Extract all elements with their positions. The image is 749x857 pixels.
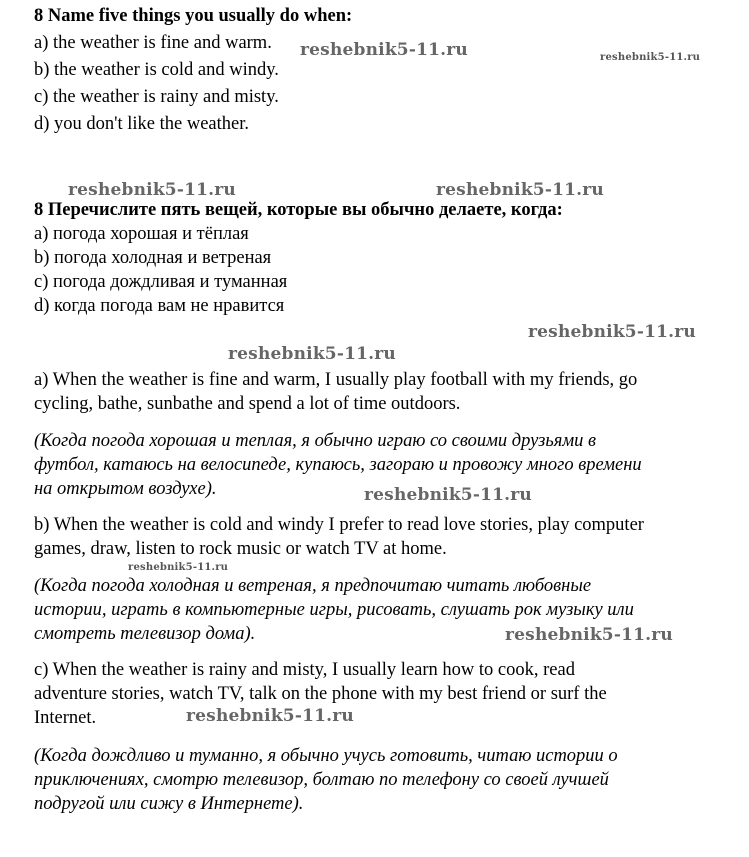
task-en-item-a: a) the weather is fine and warm. bbox=[34, 33, 272, 53]
task-ru-item-d: d) когда погода вам не нравится bbox=[34, 296, 285, 316]
answer-b-en-line-1: b) When the weather is cold and windy I prefer to read love stories, play computer bbox=[34, 515, 644, 535]
answer-c-ru-line-1: (Когда дождливо и туманно, я обычно учусь готовить, читаю истории о bbox=[34, 746, 618, 766]
answer-a-ru-line-1: (Когда погода хорошая и теплая, я обычно играю со своими друзьями в bbox=[34, 431, 597, 451]
answer-a-en-line-2: cycling, bathe, sunbathe and spend a lot of time outdoors. bbox=[34, 394, 461, 414]
watermark: reshebnik5-11.ru bbox=[505, 625, 673, 645]
answer-b-ru-line-1: (Когда погода холодная и ветреная, я предпочитаю читать любовные bbox=[34, 576, 592, 596]
answer-b-en-line-2: games, draw, listen to rock music or watch TV at home. bbox=[34, 539, 447, 559]
task-en-item-b: b) the weather is cold and windy. bbox=[34, 60, 279, 80]
watermark: reshebnik5-11.ru bbox=[128, 562, 229, 573]
answer-c-en-line-1: c) When the weather is rainy and misty, I usually learn how to cook, read bbox=[34, 660, 575, 680]
answer-c-en-line-3: Internet. bbox=[34, 708, 97, 728]
task-en-heading: 8 Name five things you usually do when: bbox=[34, 6, 353, 26]
watermark: reshebnik5-11.ru bbox=[364, 485, 532, 505]
watermark: reshebnik5-11.ru bbox=[436, 180, 604, 200]
answer-c-ru-line-2: приключениях, смотрю телевизор, болтаю по телефону со своей лучшей bbox=[34, 770, 609, 790]
watermark: reshebnik5-11.ru bbox=[186, 706, 354, 726]
task-en-item-d: d) you don't like the weather. bbox=[34, 114, 249, 134]
watermark: reshebnik5-11.ru bbox=[300, 40, 468, 60]
task-ru-item-b: b) погода холодная и ветреная bbox=[34, 248, 272, 268]
watermark: reshebnik5-11.ru bbox=[68, 180, 236, 200]
answer-c-ru-line-3: подругой или сижу в Интернете). bbox=[34, 794, 304, 814]
answer-c-ru bbox=[34, 744, 724, 816]
task-ru-item-a: a) погода хорошая и тёплая bbox=[34, 224, 249, 244]
answer-c-en bbox=[34, 658, 724, 730]
answer-a-en-line-1: a) When the weather is fine and warm, I usually play football with my friends, go bbox=[34, 370, 638, 390]
answer-b-ru-line-2: истории, играть в компьютерные игры, рисовать, слушать рок музыку или bbox=[34, 600, 634, 620]
watermark: reshebnik5-11.ru bbox=[528, 322, 696, 342]
watermark: reshebnik5-11.ru bbox=[228, 344, 396, 364]
task-ru-item-c: c) погода дождливая и туманная bbox=[34, 272, 288, 292]
answer-b-ru-line-3: смотреть телевизор дома). bbox=[34, 624, 256, 644]
task-en-item-c: c) the weather is rainy and misty. bbox=[34, 87, 279, 107]
answer-b-en bbox=[34, 513, 724, 561]
task-ru-heading: 8 Перечислите пять вещей, которые вы обычно делаете, когда: bbox=[34, 200, 563, 220]
answer-a-ru-line-2: футбол, катаюсь на велосипеде, купаюсь, загораю и провожу много времени bbox=[34, 455, 642, 475]
watermark: reshebnik5-11.ru bbox=[600, 52, 701, 63]
answer-c-en-line-2: adventure stories, watch TV, talk on the phone with my best friend or surf the bbox=[34, 684, 607, 704]
answer-a-ru-line-3: на открытом воздухе). bbox=[34, 479, 217, 499]
answer-a-en bbox=[34, 368, 724, 416]
